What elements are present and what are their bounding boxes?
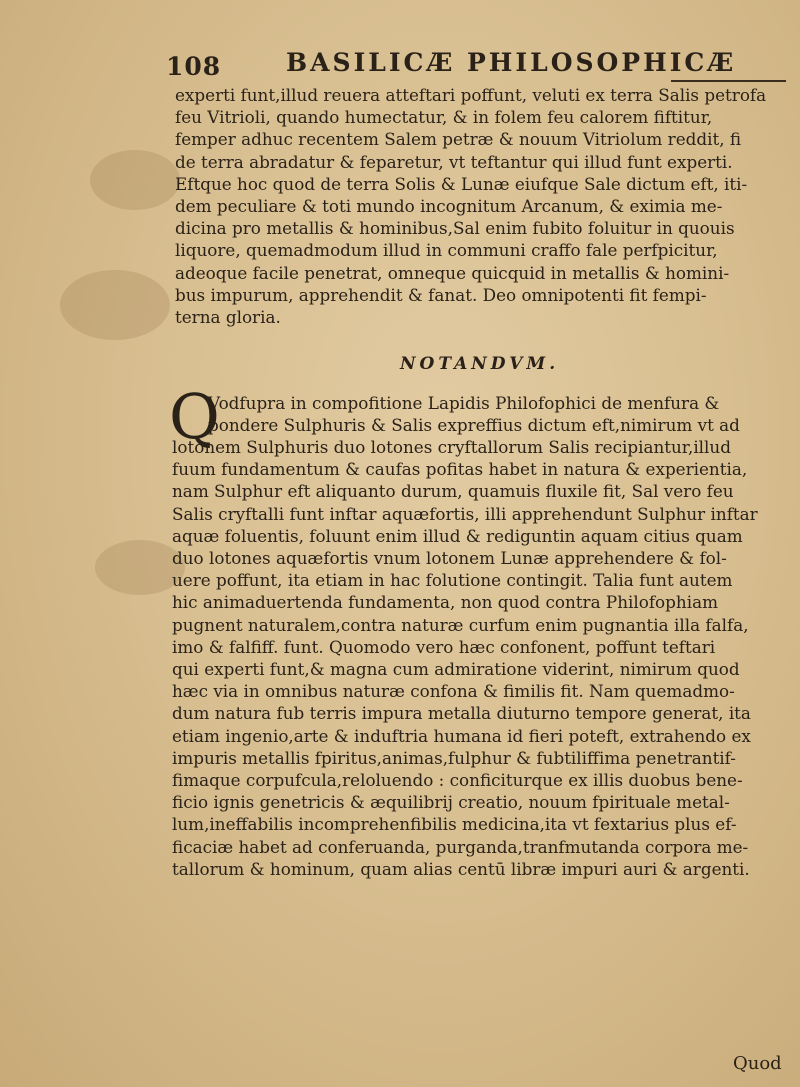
text-line: nam Sulphur eft aliquanto durum, quamuis fluxile fit, Sal vero feu [172, 481, 734, 502]
text-line: liquore, quemadmodum illud in communi craffo fale perfpicitur, [175, 240, 718, 261]
text-line: Eftque hoc quod de terra Solis & Lunæ eiufque Sale dictum eft, iti- [175, 173, 748, 194]
text-line: dicina pro metallis & hominibus,Sal enim fubito foluitur in quouis [175, 218, 735, 239]
text-line: qui experti funt,& magna cum admiratione viderint, nimirum quod [172, 659, 740, 680]
text-line: impuris metallis fpiritus,animas,fulphur & fubtiliffima penetrantif- [172, 747, 736, 768]
text-line: Vodfupra in compofitione Lapidis Philofophici de menfura & [208, 393, 720, 413]
paper-stain [90, 150, 180, 210]
text-line: experti funt,illud reuera atteftari poffunt, veluti ex terra Salis petrofa [175, 85, 767, 105]
catchword: Quod [733, 1053, 782, 1074]
text-line: lotonem Sulphuris duo lotones cryftallorum Salis recipiantur,illud [172, 437, 731, 457]
text-line: de terra abradatur & feparetur, vt teftantur qui illud funt experti. [175, 151, 733, 172]
text-line: etiam ingenio,arte & induftria humana id fieri poteft, extrahendo ex [172, 725, 751, 746]
text-line: dem peculiare & toti mundo incognitum Arcanum, & eximia me- [175, 196, 723, 217]
text-line: imo & falfiff. funt. Quomodo vero hæc confonent, poffunt teftari [172, 636, 716, 657]
text-line: aquæ foluentis, foluunt enim illud & rediguntin aquam citius quam [172, 525, 743, 546]
page-header [166, 42, 786, 88]
text-line: ficio ignis genetricis & æquilibrij creatio, nouum fpirituale metal- [172, 792, 730, 813]
header-rule [671, 80, 786, 82]
drop-capital: Q [169, 380, 220, 453]
section-heading: NOTANDVM. [400, 354, 560, 374]
text-line: ficaciæ habet ad conferuanda, purganda,tranfmutanda corpora me- [172, 836, 749, 857]
text-line: pugnent naturalem,contra naturæ curfum enim pugnantia illa falfa, [172, 614, 749, 635]
text-line: dum natura fub terris impura metalla diuturno tempore generat, ita [172, 703, 751, 724]
text-line: duo lotones aquæfortis vnum lotonem Lunæ apprehendere & fol- [172, 548, 727, 569]
paragraph-2-opening [208, 392, 793, 436]
text-line: fimaque corpufcula,reloluendo : conficiturque ex illis duobus bene- [172, 770, 743, 791]
text-line: lum,ineffabilis incomprehenfibilis medicina,ita vt fextarius plus ef- [172, 814, 737, 835]
text-line: bus impurum, apprehendit & fanat. Deo omnipotenti fit fempi- [175, 284, 707, 305]
paragraph-1 [175, 84, 790, 328]
text-line: pondere Sulphuris & Salis expreffius dictum eft,nimirum vt ad [208, 415, 740, 436]
text-line: Salis cryftalli funt inftar aquæfortis, illi apprehendunt Sulphur inftar [172, 503, 758, 524]
text-line: fuum fundamentum & caufas pofitas habet in natura & experientia, [172, 459, 748, 480]
running-title: BASILICÆ PHILOSOPHICÆ [286, 48, 737, 77]
paper-stain [60, 270, 170, 340]
paragraph-2 [172, 436, 792, 880]
page-number: 108 [166, 52, 222, 81]
text-line: feu Vitrioli, quando humectatur, & in folem feu calorem fiftitur, [175, 107, 713, 128]
text-line: adeoque facile penetrat, omneque quicquid in metallis & homini- [175, 262, 730, 283]
text-line: hæc via in omnibus naturæ confona & fimilis fit. Nam quemadmo- [172, 681, 735, 702]
text-line: uere poffunt, ita etiam in hac folutione contingit. Talia funt autem [172, 570, 733, 591]
text-line: terna gloria. [175, 307, 281, 328]
text-line: tallorum & hominum, quam alias centū libræ impuri auri & argenti. [172, 858, 750, 879]
text-line: femper adhuc recentem Salem petræ & nouum Vitriolum reddit, fi [175, 129, 742, 150]
text-line: hic animaduertenda fundamenta, non quod contra Philofophiam [172, 592, 718, 613]
